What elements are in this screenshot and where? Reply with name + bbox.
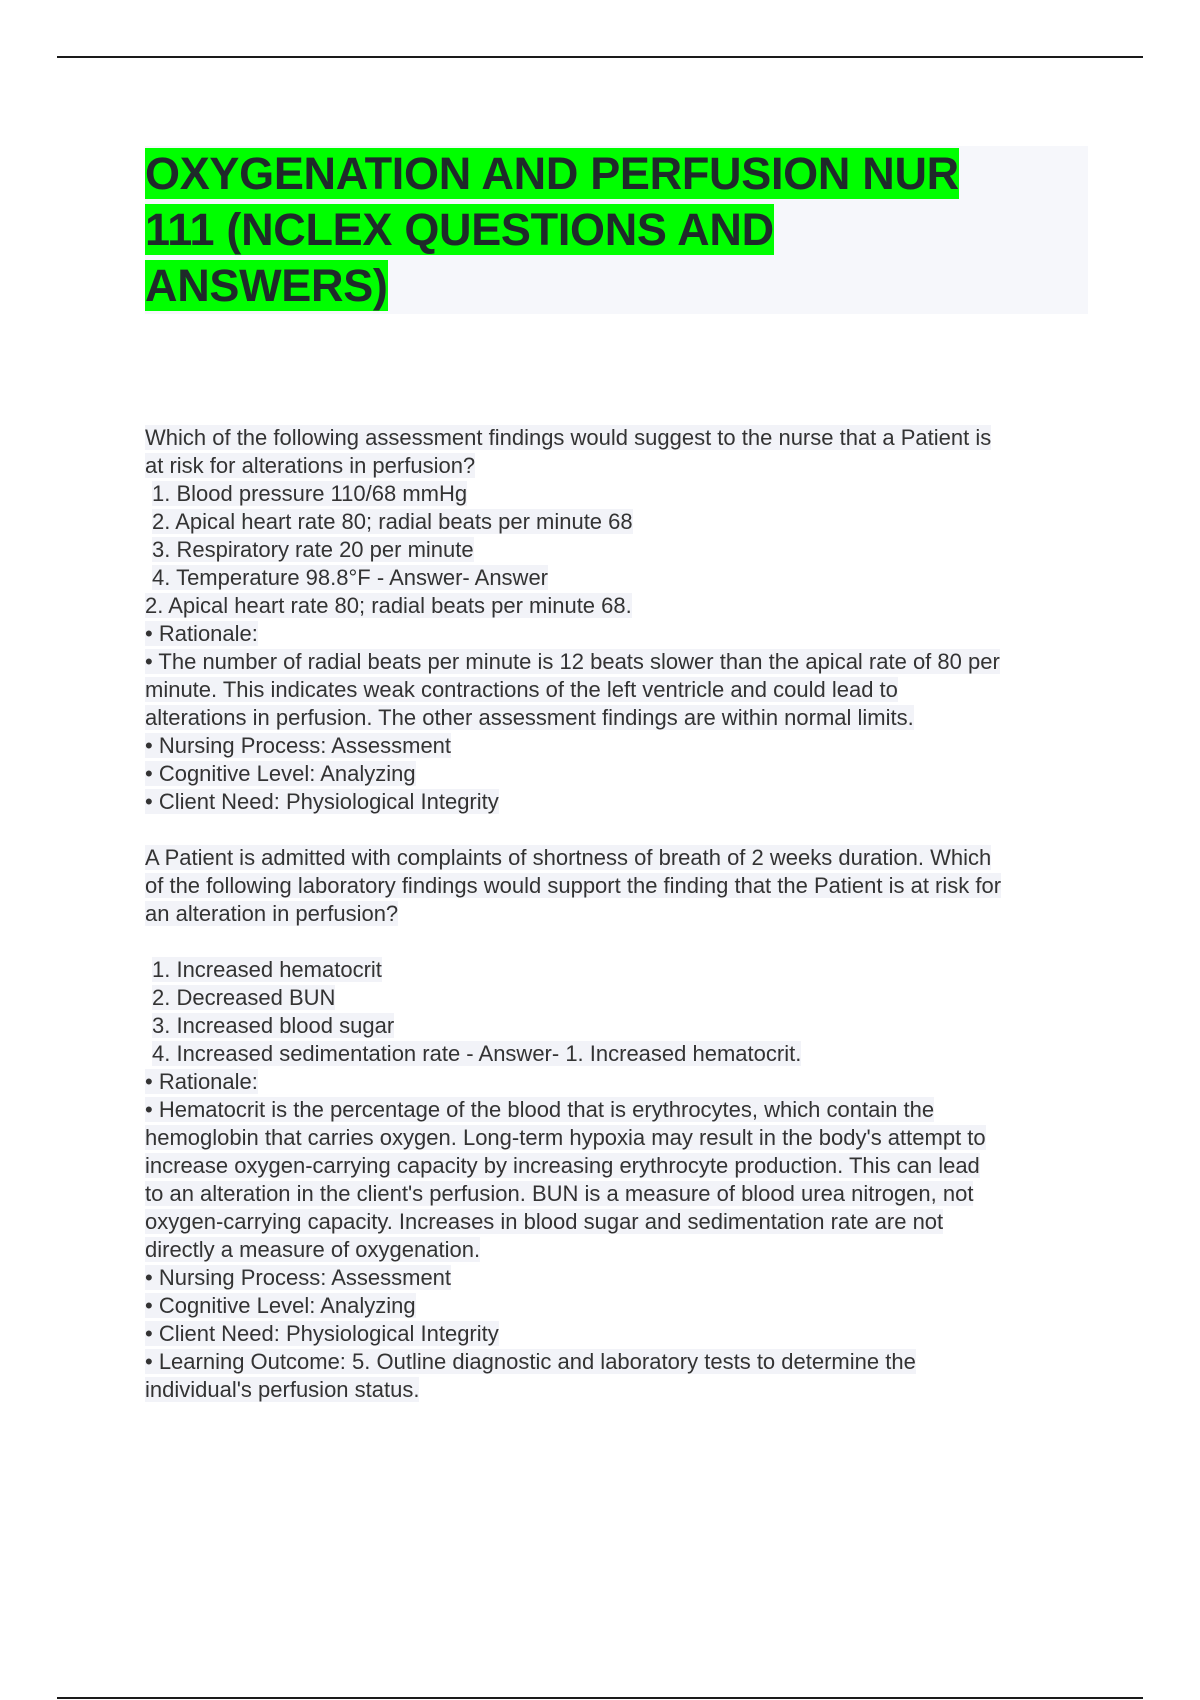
top-rule <box>57 56 1143 58</box>
meta-item: individual's perfusion status. <box>145 1377 420 1402</box>
answer-option: 1. Blood pressure 110/68 mmHg <box>152 481 468 506</box>
document-title <box>145 146 1088 314</box>
rationale-text: oxygen-carrying capacity. Increases in blood sugar and sedimentation rate are not <box>145 1209 944 1234</box>
answer-option: 1. Increased hematocrit <box>152 957 382 982</box>
meta-item: • Cognitive Level: Analyzing <box>145 761 416 786</box>
rationale-text: • The number of radial beats per minute is 12 beats slower than the apical rate of 80 per <box>145 649 1000 674</box>
question-text: A Patient is admitted with complaints of shortness of breath of 2 weeks duration. Which <box>145 845 992 870</box>
meta-item: • Nursing Process: Assessment <box>145 733 452 758</box>
rationale-text: to an alteration in the client's perfusion. BUN is a measure of blood urea nitrogen, not <box>145 1181 974 1206</box>
question-text: Which of the following assessment findings would suggest to the nurse that a Patient is <box>145 425 992 450</box>
bottom-rule <box>57 1697 1143 1699</box>
question-1 <box>145 424 1095 816</box>
answer-option: 3. Increased blood sugar <box>152 1013 395 1038</box>
answer-option: 2. Apical heart rate 80; radial beats per minute 68 <box>152 509 633 534</box>
meta-item: • Learning Outcome: 5. Outline diagnostic and laboratory tests to determine the <box>145 1349 916 1374</box>
correct-answer: 2. Apical heart rate 80; radial beats per minute 68. <box>145 593 632 618</box>
rationale-text: minute. This indicates weak contractions of the left ventricle and could lead to <box>145 677 898 702</box>
spacer <box>145 928 1095 956</box>
rationale-text: hemoglobin that carries oxygen. Long-term hypoxia may result in the body's attempt to <box>145 1125 986 1150</box>
spacer <box>145 816 1095 844</box>
title-line: ANSWERS) <box>145 260 388 311</box>
meta-item: • Nursing Process: Assessment <box>145 1265 452 1290</box>
question-text: of the following laboratory findings would support the finding that the Patient is at risk for <box>145 873 1002 898</box>
rationale-text: increase oxygen-carrying capacity by increasing erythrocyte production. This can lead <box>145 1153 980 1178</box>
meta-item: • Client Need: Physiological Integrity <box>145 1321 499 1346</box>
meta-item: • Cognitive Level: Analyzing <box>145 1293 416 1318</box>
answer-option: 2. Decreased BUN <box>152 985 336 1010</box>
rationale-text: directly a measure of oxygenation. <box>145 1237 481 1262</box>
rationale-label: • Rationale: <box>145 621 258 646</box>
question-text: an alteration in perfusion? <box>145 901 399 926</box>
rationale-text: • Hematocrit is the percentage of the blood that is erythrocytes, which contain the <box>145 1097 935 1122</box>
meta-item: • Client Need: Physiological Integrity <box>145 789 499 814</box>
title-line: 111 (NCLEX QUESTIONS AND <box>145 204 774 255</box>
question-text: at risk for alterations in perfusion? <box>145 453 476 478</box>
answer-option: 4. Temperature 98.8°F - Answer- Answer <box>152 565 549 590</box>
rationale-text: alterations in perfusion. The other assessment findings are within normal limits. <box>145 705 914 730</box>
document-body <box>145 424 1095 1404</box>
answer-option: 3. Respiratory rate 20 per minute <box>152 537 474 562</box>
answer-option: 4. Increased sedimentation rate - Answer- 1. Increased hematocrit. <box>152 1041 802 1066</box>
title-block <box>145 146 1088 314</box>
rationale-label: • Rationale: <box>145 1069 258 1094</box>
title-line: OXYGENATION AND PERFUSION NUR <box>145 148 959 199</box>
question-2 <box>145 844 1095 1404</box>
